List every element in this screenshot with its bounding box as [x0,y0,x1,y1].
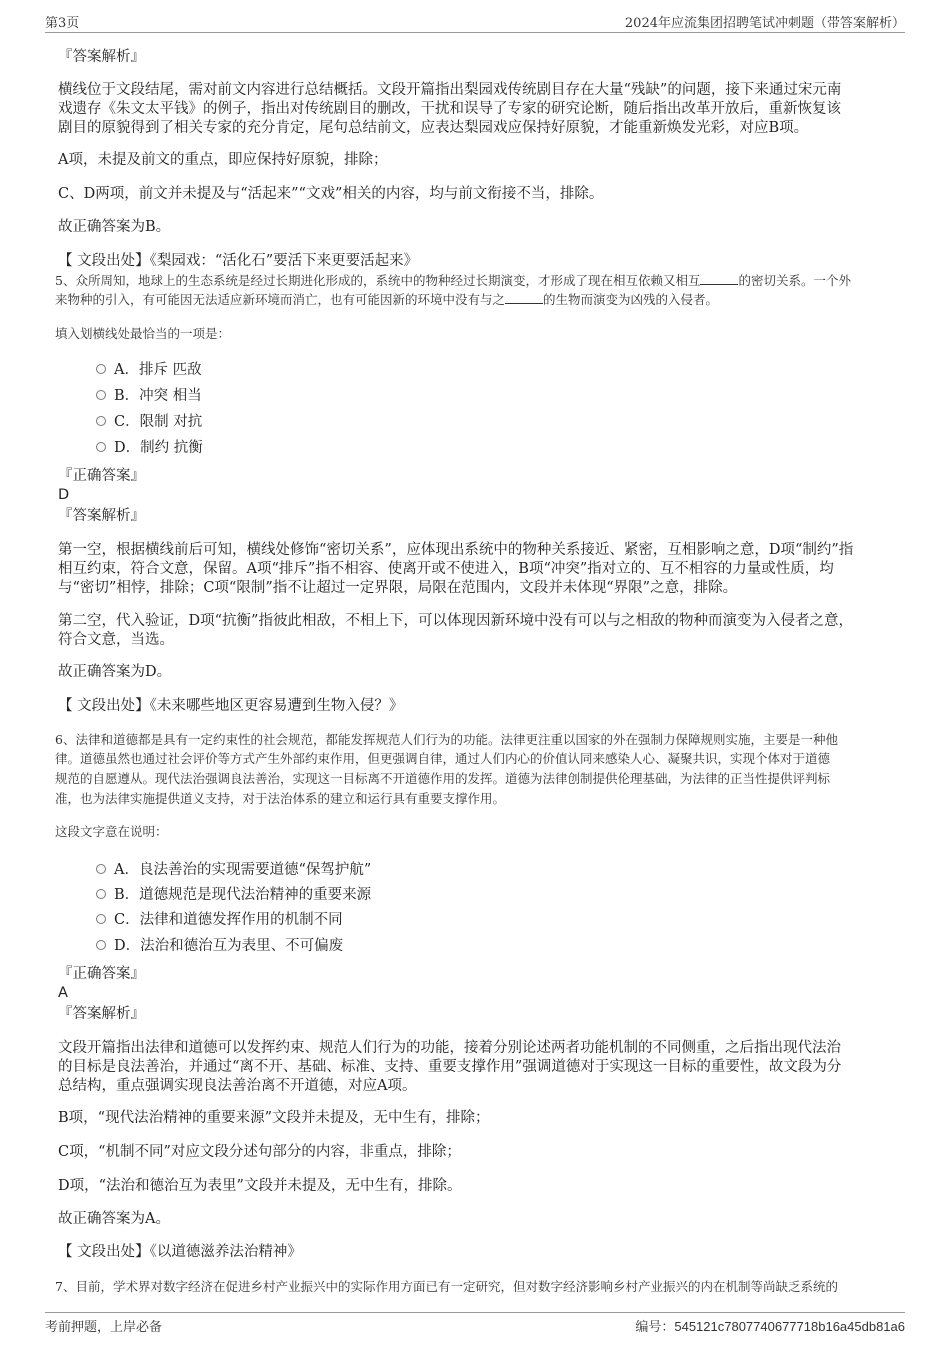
q4-analysis-a: A项，未提及前文的重点，即应保持好原貌，排除； [58,152,388,168]
radio-icon[interactable] [96,889,106,899]
q6-stem-line-4: 准，也为法律实施提供道义支持，对于法治体系的建立和运行具有重要支撑作用。 [55,791,506,806]
q5-analysis-line-1: 第一空，根据横线前后可知，横线处修饰“密切关系”，应体现出系统中的物种关系接近、紧密，互相影响之意，D项“制约”指 [58,542,854,558]
q6-answer: A [58,985,68,1001]
page-footer [45,1312,905,1335]
radio-icon[interactable] [96,864,106,874]
q5-analysis-line-3: 与“密切”相悖，排除；C项“限制”指不让超过一定界限，局限在范围内，文段并未体现“界限”之意，排除。 [58,580,738,596]
radio-icon[interactable] [96,416,106,426]
q5-option-c[interactable]: C．限制 对抗 [96,412,202,432]
q5-prompt: 填入划横线处最恰当的一项是： [55,326,231,341]
q6-option-d[interactable]: D．法治和德治互为表里、不可偏废 [96,936,343,956]
q6-analysis-line-3: 总结构，重点强调实现良法善治离不开道德，对应A项。 [58,1078,417,1094]
q5-answer: D [58,487,70,503]
q4-analysis-line-1: 横线位于文段结尾，需对前文内容进行总结概括。文段开篇指出梨园戏传统剧目存在大量“残缺”的问题，接下来通过宋元南 [58,82,842,98]
q4-analysis-label: 『答案解析』 [58,49,145,65]
q5-stem-line-1: 5、众所周知，地球上的生态系统是经过长期进化形成的，系统中的物种经过长期演变，才形成了现在相互依赖又相互 的密切关系。一个外 [55,273,851,288]
blank-2 [505,291,543,304]
q5-conclusion: 故正确答案为D。 [58,664,172,680]
q5-analysis-line-5: 符合文意，当选。 [58,632,174,648]
radio-icon[interactable] [96,442,106,452]
radio-icon[interactable] [96,940,106,950]
radio-icon[interactable] [96,364,106,374]
radio-icon[interactable] [96,914,106,924]
q5-source: 【 文段出处】《未来哪些地区更容易遭到生物入侵？》 [58,698,404,714]
q6-analysis-b: B项，“现代法治精神的重要来源”文段并未提及，无中生有，排除； [58,1110,490,1126]
q6-analysis-c: C项，“机制不同”对应文段分述句部分的内容，非重点，排除； [58,1144,461,1160]
q5-analysis-line-2: 相互约束，符合文意，保留。A项“排斥”指不相容、使离开或不使进入，B项“冲突”指对立的、互不相容的力量或性质，均 [58,561,834,577]
q6-stem-line-1: 6、法律和道德都是具有一定约束性的社会规范，都能发挥规范人们行为的功能。法律更注重以国家的外在强制力保障规则实施，主要是一种他 [55,732,838,747]
q5-analysis-line-4: 第二空，代入验证，D项“抗衡”指彼此相敌，不相上下，可以体现因新环境中没有可以与之相敌的物种而演变为入侵者之意， [58,613,853,629]
q4-analysis-line-3: 剧目的原貌得到了相关专家的充分肯定，尾句总结前文，应表达梨园戏应保持好原貌，才能重新焕发光彩，对应B项。 [58,120,809,136]
q5-correct-label: 『正确答案』 [58,468,145,484]
q6-stem-line-2: 律。道德虽然也通过社会评价等方式产生外部约束作用，但更强调自律，通过人们内心的价值认同来感染人心、凝聚共识，实现个体对于道德 [55,751,831,766]
q5-option-b[interactable]: B．冲突 相当 [96,386,202,406]
q4-analysis-line-2: 戏遗存《朱文太平钱》的例子，指出对传统剧目的删改，干扰和误导了专家的研究论断，随后指出改革开放后，重新恢复该 [58,101,841,117]
page-number: 第3页 [45,16,80,31]
q4-conclusion: 故正确答案为B。 [58,219,171,235]
document-title: 2024年应流集团招聘笔试冲刺题（带答案解析） [624,16,905,31]
q5-stem-line-2: 来物种的引入，有可能因无法适应新环境而消亡，也有可能因新的环境中没有与之 的生物而演变为凶残的入侵者。 [55,292,719,307]
radio-icon[interactable] [96,390,106,400]
q6-option-a[interactable]: A．良法善治的实现需要道德“保驾护航” [96,860,371,880]
q7-stem-line-1: 7、目前，学术界对数字经济在促进乡村产业振兴中的实际作用方面已有一定研究，但对数字经济影响乡村产业振兴的内在机制等尚缺乏系统的 [55,1279,838,1294]
q6-option-b[interactable]: B．道德规范是现代法治精神的重要来源 [96,885,371,905]
blank-1 [700,272,738,285]
q6-analysis-label: 『答案解析』 [58,1006,145,1022]
q6-analysis-d: D项，“法治和德治互为表里”文段并未提及，无中生有，排除。 [58,1178,462,1194]
q5-analysis-label: 『答案解析』 [58,508,145,524]
q6-prompt: 这段文字意在说明： [55,824,168,839]
q4-source: 【 文段出处】《梨园戏：“活化石”要活下来更要活起来》 [58,253,419,269]
q6-source: 【 文段出处】《以道德滋养法治精神》 [58,1244,302,1260]
q5-option-a[interactable]: A．排斥 匹敌 [96,360,202,380]
page-header [45,12,905,33]
q5-option-d[interactable]: D．制约 抗衡 [96,438,203,458]
q6-analysis-line-2: 的目标是良法善治，并通过“离不开、基础、标准、支持、重要支撑作用”强调道德对于实现这一目标的重要性，故文段为分 [58,1059,842,1075]
q6-stem-line-3: 规范的自愿遵从。现代法治强调良法善治，实现这一目标离不开道德作用的发挥。道德为法律创制提供伦理基础，为法律的正当性提供评判标 [55,771,831,786]
q6-correct-label: 『正确答案』 [58,966,145,982]
footer-slogan: 考前押题，上岸必备 [45,1320,163,1335]
q6-option-c[interactable]: C．法律和道德发挥作用的机制不同 [96,910,343,930]
document-code: 编号：545121c7807740677718b16a45db81a6 [635,1319,905,1335]
q6-conclusion: 故正确答案为A。 [58,1211,170,1227]
q4-analysis-cd: C、D两项，前文并未提及与“活起来”“文戏”相关的内容，均与前文衔接不当，排除。 [58,186,604,202]
q6-analysis-line-1: 文段开篇指出法律和道德可以发挥约束、规范人们行为的功能，接着分别论述两者功能机制的不同侧重，之后指出现代法治 [58,1040,841,1056]
